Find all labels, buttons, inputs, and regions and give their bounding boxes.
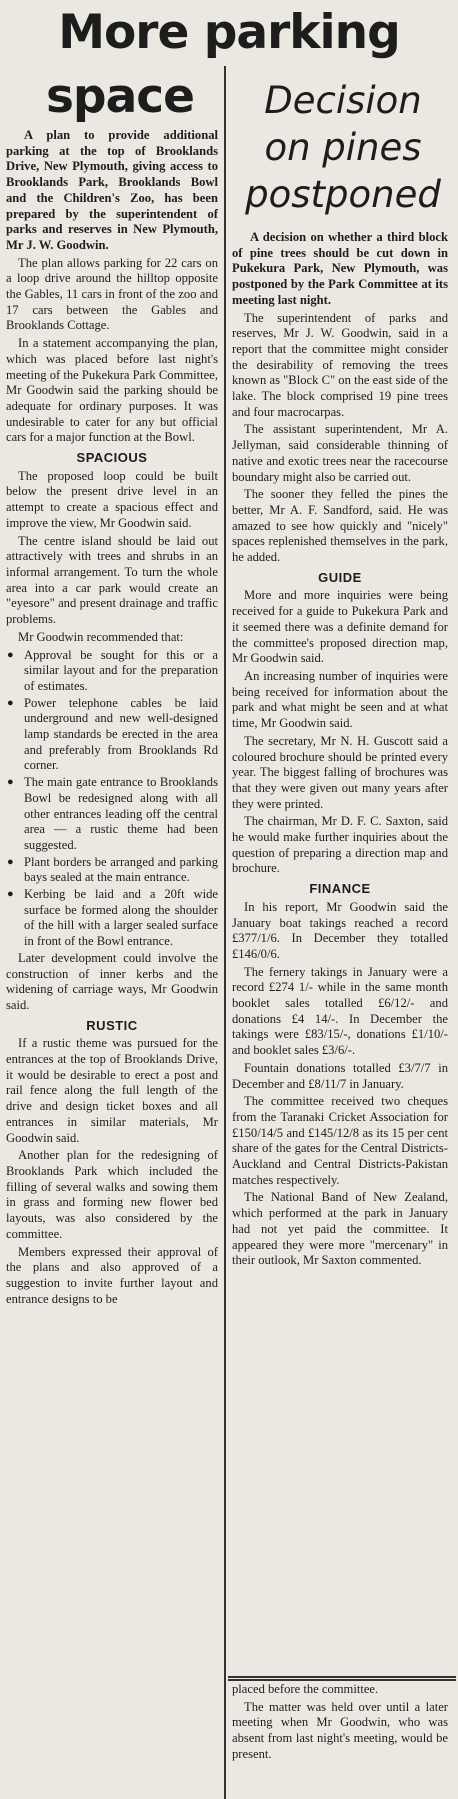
subheading-rustic: RUSTIC	[86, 1017, 138, 1033]
recommendation-list	[6, 648, 218, 950]
pines-article-body	[232, 230, 448, 1271]
parking-article-body	[6, 128, 218, 1309]
pines-paragraph: The committee received two cheques from the Taranaki Cricket Association for £150/14/5 and £145/12/8 as its 15 per cent share of the gates for the Central Districts-Auckland and Central Districts-Pakistan matches respectively.	[232, 1094, 448, 1187]
recommendation-item: ● Kerbing be laid and a 20ft wide surface be formed along the shoulder of the hill with a larger sealed surface in front of the Bowl entrance.	[6, 887, 218, 950]
continuation-paragraph: The matter was held over until a later meeting when Mr Goodwin, who was absent from last night's meeting, would be present.	[232, 1699, 448, 1761]
pines-paragraph: The assistant superintendent, Mr A. Jellyman, said considerable thinning of native and exotic trees near the racecourse boundary might also be carried out.	[232, 422, 448, 484]
continuation-rule	[228, 1676, 456, 1678]
headline-postponed: postponed	[245, 173, 441, 216]
pines-paragraph: An increasing number of inquiries were being received for information about the park and what might be seen and at what time, Mr Goodwin said.	[232, 668, 448, 731]
parking-paragraph: Another plan for the redesigning of Brooklands Park which included the filling of several walks and sowing them in grass and forming new flower bed layouts, was also considered by the committee.	[6, 1148, 218, 1241]
pines-paragraph: The fernery takings in January were a record £274 1/- while in the same month booklet sales totalled £6/12/- and donations £4 14/-. In December the takings were £83/15/-, donations £1/10/- and booklet sales £3/6/-.	[232, 964, 448, 1058]
recommendation-item: ● Power telephone cables be laid underground and new well-designed lamp standards be erected in the area and preferably from Brooklands Rd corner.	[6, 696, 218, 775]
continuation-paragraph: placed before the committee.	[232, 1682, 379, 1696]
parking-continuation	[232, 1682, 448, 1765]
parking-paragraph: Later development could involve the construction of inner kerbs and the widening of carriage ways, Mr Goodwin said.	[6, 950, 218, 1012]
parking-paragraph: If a rustic theme was pursued for the entrances at the top of Brooklands Drive, it would be desirable to erect a post and rail fence along the full length of the drive and design ticket boxes and all entrances in similar materials, Mr Goodwin said.	[6, 1036, 218, 1145]
parking-paragraph: Members expressed their approval of the plans and also approved of a suggestion to invite further layout and entrance designs to be	[6, 1244, 218, 1306]
headline-more-parking: More parking	[58, 5, 400, 60]
parking-paragraph: In a statement accompanying the plan, which was placed before last night's meeting of the Pukekura Park Committee, Mr Goodwin said the parking should be adequate for ordinary purposes. It was undesirable to cater for any but official cars for a major function at the Bowl.	[6, 336, 218, 445]
headline-space: space	[45, 69, 195, 124]
parking-paragraph: The plan allows parking for 22 cars on a loop drive around the hilltop opposite the Gables, 11 cars in front of the zoo and 17 cars between the Gables and Brooklands Cottage.	[6, 255, 218, 333]
continuation-rule	[228, 1679, 456, 1681]
parking-lead: A plan to provide additional parking at the top of Brooklands Drive, New Plymouth, giving access to Brooklands Park, Brooklands Bowl and the Children's Zoo, has been prepared by the superintendent of parks and reserves in New Plymouth, Mr J. W. Goodwin.	[6, 128, 218, 252]
pines-lead: A decision on whether a third block of pine trees should be cut down in Pukekura Park, New Plymouth, was postponed by the Park Committee at its meeting last night.	[232, 230, 448, 307]
parking-paragraph: The proposed loop could be built below the present drive level in an attempt to create a spacious effect and improve the view, Mr Goodwin said.	[6, 468, 218, 530]
subheading-spacious: SPACIOUS	[76, 450, 148, 466]
pines-paragraph: The National Band of New Zealand, which performed at the park in January had not yet paid the committee. It appeared they were more "mercenary" in their outlook, Mr Saxton commented.	[232, 1190, 448, 1268]
parking-paragraph: Mr Goodwin recommended that:	[18, 629, 184, 644]
pines-paragraph: The chairman, Mr D. F. C. Saxton, said he would make further inquiries about the question of preparing a direction map and brochure.	[232, 814, 448, 876]
column-divider	[224, 66, 226, 1799]
pines-paragraph: More and more inquiries were being received for a guide to Pukekura Park and it seemed there was a definite demand for the committee's proposed direction map, Mr Goodwin said.	[232, 588, 448, 666]
pines-paragraph: The superintendent of parks and reserves, Mr J. W. Goodwin, said in a report that the committee might consider the desirability of removing the trees known as "Block C" on the east side of the lake. The block comprised 19 pine trees and four macrocarpas.	[232, 310, 448, 419]
headline-decision: Decision	[264, 79, 422, 122]
pines-paragraph: The secretary, Mr N. H. Guscott said a coloured brochure should be printed every year. The biggest falling of brochures was that they were given out many years after they were printed.	[232, 733, 448, 811]
subheading-finance: FINANCE	[309, 881, 371, 897]
subheading-guide: GUIDE	[318, 569, 362, 585]
recommendation-item: ● The main gate entrance to Brooklands Bowl be redesigned along with all other entrances leading off the central area — a rustic theme had been suggested.	[6, 775, 218, 854]
pines-paragraph: Fountain donations totalled £3/7/7 in December and £8/11/7 in January.	[232, 1060, 448, 1091]
recommendation-item: ● Approval be sought for this or a similar layout and for the preparation of estimates.	[6, 648, 218, 695]
parking-paragraph: The centre island should be laid out attractively with trees and shrubs in an informal arrangement. To turn the whole area into a car park would create an "eyesore" and present drainage and traffic problems.	[6, 533, 218, 627]
pines-paragraph: In his report, Mr Goodwin said the January boat takings reached a record £377/1/6. In December they totalled £146/0/6.	[232, 899, 448, 961]
recommendation-item: ● Plant borders be arranged and parking bays sealed at the main entrance.	[6, 855, 218, 886]
pines-paragraph: The sooner they felled the pines the better, Mr A. F. Sandford, said. He was amazed to see how quickly and "nicely" spaces replenished themselves in the park, he added.	[232, 487, 448, 565]
headline-on-pines: on pines	[264, 126, 422, 169]
